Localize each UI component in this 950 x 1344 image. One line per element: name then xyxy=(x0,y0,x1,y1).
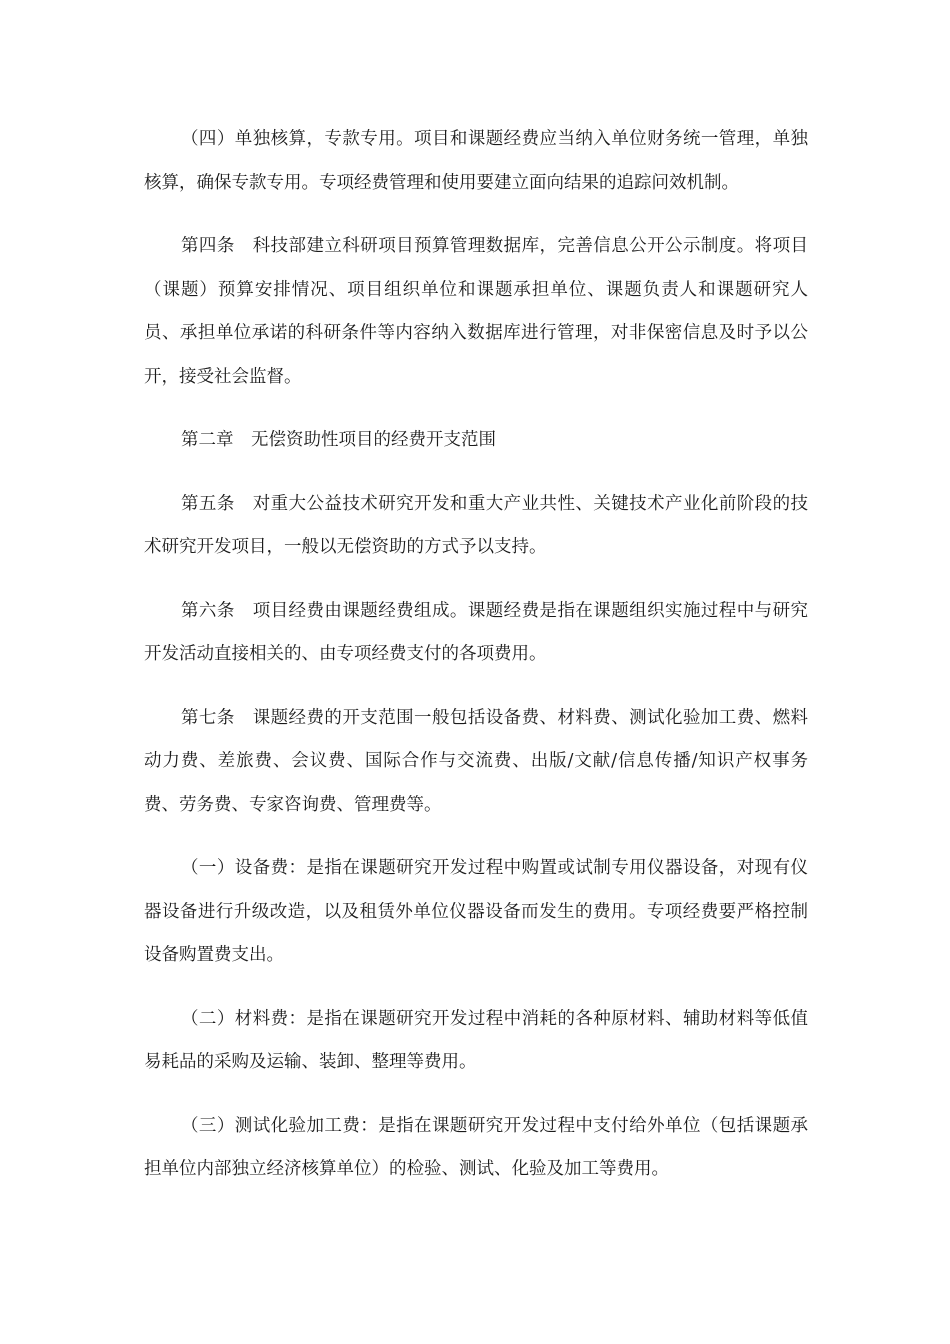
paragraph-material-cost: （二）材料费：是指在课题研究开发过程中消耗的各种原材料、辅助材料等低值易耗品的采购及运输、装卸、整理等费用。 xyxy=(144,1008,808,1072)
document-body xyxy=(144,118,808,1192)
paragraph-testing-cost: （三）测试化验加工费：是指在课题研究开发过程中支付给外单位（包括课题承担单位内部独立经济核算单位）的检验、测试、化验及加工等费用。 xyxy=(144,1115,808,1179)
paragraph-item-4-separate-accounting: （四）单独核算，专款专用。项目和课题经费应当纳入单位财务统一管理，单独核算，确保专款专用。专项经费管理和使用要建立面向结果的追踪问效机制。 xyxy=(144,129,808,193)
paragraph-article-6: 第六条 项目经费由课题经费组成。课题经费是指在课题组织实施过程中与研究开发活动直接相关的、由专项经费支付的各项费用。 xyxy=(144,600,808,664)
paragraph-article-5: 第五条 对重大公益技术研究开发和重大产业共性、关键技术产业化前阶段的技术研究开发项目，一般以无偿资助的方式予以支持。 xyxy=(144,493,808,557)
paragraph-article-4: 第四条 科技部建立科研项目预算管理数据库，完善信息公开公示制度。将项目（课题）预算安排情况、项目组织单位和课题承担单位、课题负责人和课题研究人员、承担单位承诺的科研条件等内容纳入数据库进行管理，对非保密信息及时予以公开，接受社会监督。 xyxy=(144,236,808,387)
paragraph-article-7: 第七条 课题经费的开支范围一般包括设备费、材料费、测试化验加工费、燃料动力费、差旅费、会议费、国际合作与交流费、出版/文献/信息传播/知识产权事务费、劳务费、专家咨询费、管理费等。 xyxy=(144,707,808,815)
chapter-2-heading: 第二章 无偿资助性项目的经费开支范围 xyxy=(181,430,496,450)
paragraph-equipment-cost: （一）设备费：是指在课题研究开发过程中购置或试制专用仪器设备，对现有仪器设备进行升级改造，以及租赁外单位仪器设备而发生的费用。专项经费要严格控制设备购置费支出。 xyxy=(144,858,808,965)
